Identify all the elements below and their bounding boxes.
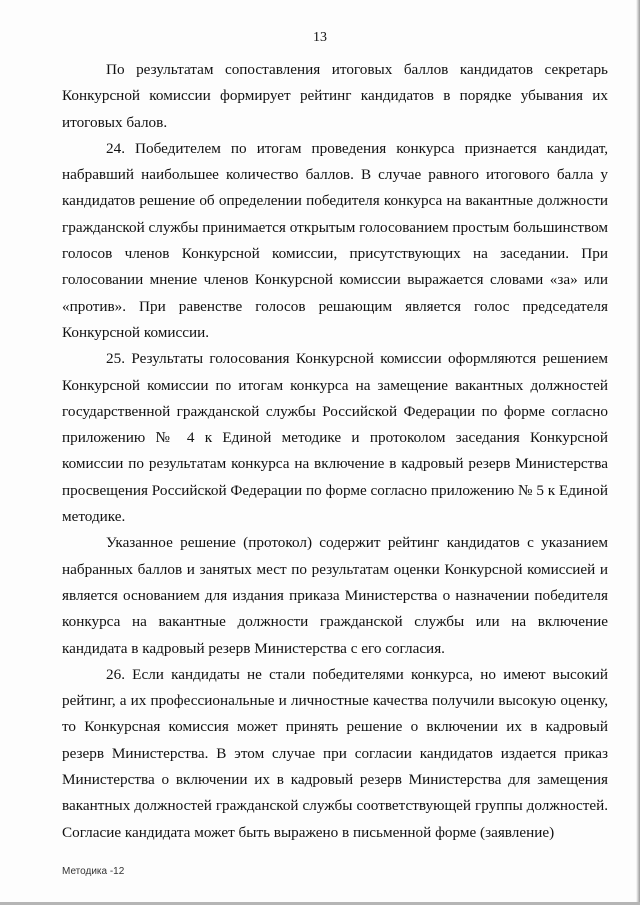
page-number: 13 — [313, 30, 327, 45]
page-footer: Методика -12 — [62, 866, 125, 877]
paragraph-26-reserve: 26. Если кандидаты не стали победителями конкурса, но имеют высокий рейтинг, а их профессиональные и личностные качества получили высокую оценку, то Конкурсная комиссия может принять решение о включении их в кадровый резерв Министерства. В этом случае при согласии кандидатов издается приказ Министерства о включении их в кадровый резерв Министерства для замещения вакантных должностей гражданской службы соответствующей группы должностей. Согласие кандидата может быть выражено в письменной форме (заявление) — [62, 665, 608, 841]
document-body — [62, 57, 608, 846]
paragraph-ranking: По результатам сопоставления итоговых баллов кандидатов секретарь Конкурсной комиссии формирует рейтинг кандидатов в порядке убывания их итоговых балов. — [62, 61, 608, 131]
paragraph-24-winner: 24. Победителем по итогам проведения конкурса признается кандидат, набравший наибольшее количество баллов. В случае равного итогового балла у кандидатов решение об определении победителя конкурса на вакантные должности гражданской службы принимается открытым голосованием простым большинством голосов членов Конкурсной комиссии, присутствующих на заседании. При голосовании мнение членов Конкурсной комиссии выражается словами «за» или «против». При равенстве голосов решающим является голос председателя Конкурсной комиссии. — [62, 139, 609, 341]
scan-edge-right — [636, 0, 640, 905]
paragraph-25-voting-results: 25. Результаты голосования Конкурсной комиссии оформляются решением Конкурсной комиссии по итогам конкурса на замещение вакантных должностей государственной гражданской службы Российской Федерации по форме согласно приложению № 4 к Единой методике и протоколом заседания Конкурсной комиссии по результатам конкурса на включение в кадровый резерв Министерства просвещения Российской Федерации по форме согласно приложению № 5 к Единой методике. — [62, 350, 608, 526]
paragraph-decision-protocol: Указанное решение (протокол) содержит рейтинг кандидатов с указанием набранных баллов и занятых мест по результатам оценки Конкурсной комиссией и является основанием для издания приказа Министерства о назначении победителя конкурса на вакантные должности гражданской службы или на включение кандидата в кадровый резерв Министерства с его согласия. — [62, 534, 608, 657]
